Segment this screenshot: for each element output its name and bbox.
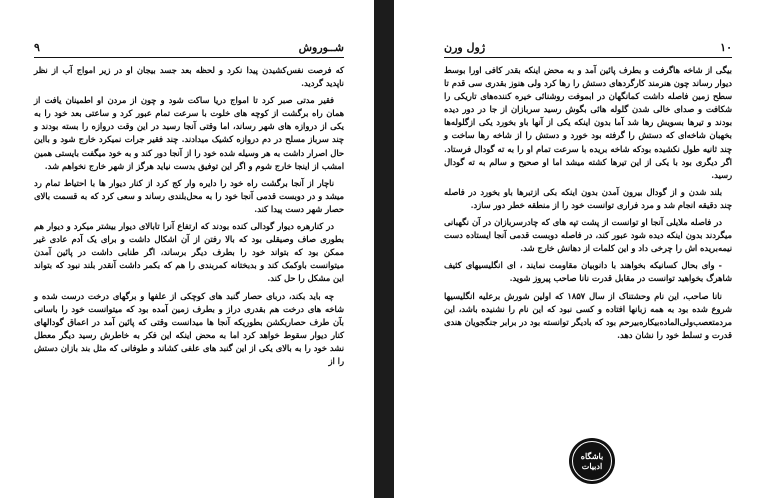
paragraph: نانا صاحب، این نام وحشتناک از سال ۱۸۵۷ که اولین شورش برعلیه انگلیسیها شروع شده بود به همه زبانها افتاده و کسی نبود که این نام را نشنیده باشد، این مردمتعصب‌ولی‌الماده‌بیکاره‌بیرحم بود که بادیگر توانسته بود در برابر جنگجویان هندی قدرت و تسلط خود را نشان دهد. [444,290,732,340]
paragraph: بیگی از شاخه هاگرفت و بطرف پائین آمد و به محض اینکه بقدر کافی اورا بوسط دیوار رساند چون هنرمند کارگردهای دستش را رها کرد ولی هنوز بقدری سی قدم تا سطح زمین فاصله داشت کمانگهان در ابموفت روشنائی خیره کننده‌های تاریکی را شکافت و صدای خالی شدن گلوله هائی بگوش رسید سربازان از جا در دور دیده بودند و تیرها بسویش رها شد آما بدون اینکه یکی از آنها باو بخورد یکی ازگلوله‌ها بخهبان شاخه‌ای که دستش را گرفته بود خورد و دستش را از شاخه رها ساخت و چند ثانیه طول نکشیده بودکه شاخه بریده با سرعت تمام او را به ته گودال فرستاد. اگر دیگری بود با یکی از این تیرها کشته میشد اما او صحیح و سالم به ته گودال رسید. [444,65,732,180]
header-rule [34,57,344,58]
header-rule [444,57,732,58]
paragraph: چه باید بکند، دربای حصار گنبد های کوچکی از علفها و برگهای درخت درست شده و شاخه های درخت هم بقدری دراز و بطرف زمین آمده بود که میتوانست خود را باسانی بآن طرف حصاربکشن بطوریکه آنجا ها میدانست وقتی که پائین آمد در اعماق گودالهای کنار دیوار سقوط خواهد کرد اما به محض اینکه این فکر به خاطرش رسید دیگر معطل نشد خود را به بالای یکی از این گنبد های علفی کشاند و طوفانی که مثل بند بازان دستش را از [34,290,344,366]
paragraph: بلند شدن و از گودال بیرون آمدن بدون اینکه بکی ازتبرها باو بخورد در فاصله چند دقیقه انجام شد و مرد فراری توانست خود را از منطقه خطر دور سازد. [444,186,732,210]
paragraph: در کنارهره دیوار گودالی کنده بودند که ارتفاع آنرا تابالای دیوار بیشتر میکرد و دیوار هم بطوری صاف وصیقلی بود که بالا رفتن از آن اشکال داشت و برای یک آدم عادی غیر ممکن بود که بتواند خود را بطرف دیگر برساند، اگر طنابی داشت در پائین آمدن میتوانست باوکمک کند و بدبختانه کمربندی را هم که بکمر داشت آنقدر بلند نبود که بتواند این مشکل را حل کند. [34,221,344,284]
running-title: ژول ورن [444,41,486,54]
paragraph: - وای بحال کسانیکه بخواهند با دانوبیان مقاومت نمایند ، ای انگلیسیهای کثیف‌ شاهرگ بخواهید توانست در مقابل قدرت نانا صاحب پیروز شوید. [444,260,732,284]
right-page [394,0,768,498]
paragraph: ناچار از آنجا برگشت راه خود را دایره وار کج کرد از کنار دیوار ها با احتیاط تمام رد میشد و در دوبست قدمی آنجا خود را به محل‌بلندی رساند و سعی کرد که به قسمت بالای حصار شهر دست پیدا کند. [34,177,344,214]
stamp-line-2: ادبیات [581,461,603,471]
left-page [0,0,374,498]
body-text [444,64,732,346]
page-header [34,38,344,54]
paragraph: که فرصت نفس‌کشیدن پیدا نکرد و لحظه بعد جسد بیجان او در زیر امواج آب از نظر ناپدید گردید. [34,65,344,89]
page-number: ۹ [34,41,40,54]
body-text [34,64,344,372]
stamp-ring [572,441,612,481]
page-number: ۱۰ [720,41,732,54]
stamp-line-1: باشگاه [580,451,604,461]
book-spine [374,0,394,498]
library-stamp-logo [569,438,615,484]
running-title: شــوروش [298,41,344,54]
paragraph: فقیر مدتی صبر کرد تا امواج دریا ساکت شود و چون از مردن او اطمینان یافت از همان راه برگشت از کوچه های خلوت با سرعت تمام عبور کرد و ساعتی بعد خود را به یکی از دروازه های شهر رساند، اما وقتی آنجا رسید در این وقت دروازه را بسته بودند و چند سرباز مسلح در دم دروازه کشیک میدادند. چند فقیر جرات نمیکرد خارج شود و بااین حال اصرار داشت به هر وسیله شده خود را از آنجا دور کند و به خود میگفت بایستی همین امشب از اینجا خارج شوم و اگر این توفیق بدست نیاید هرگز از شهر خارج نخواهم شد. [34,95,344,171]
page-header [444,38,732,54]
paragraph: در فاصله ملایلی آنجا او توانست از پشت تپه های که چادرسربازان در آن نگهبانی میگردند بدون اینکه دیده شود عبور کند، در فاصله دوبست قدمی آنجا ایستاده دست نیمه‌بریده اش را چرخی داد و این کلمات از دهانش خارج شد. [444,217,732,254]
